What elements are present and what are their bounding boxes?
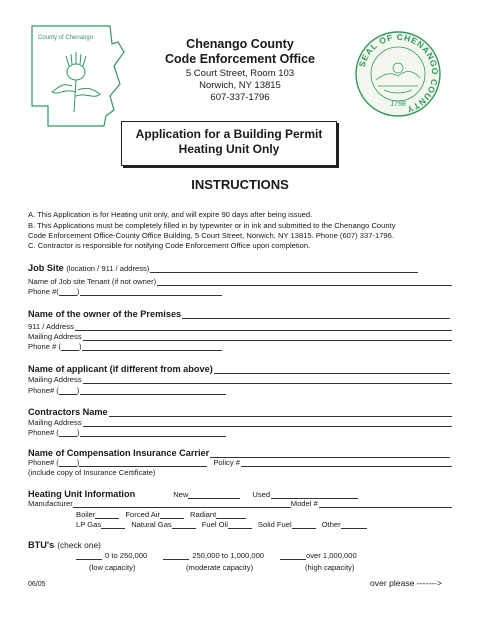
insurance-phone-area-field[interactable] xyxy=(59,458,77,467)
applicant-name-field[interactable] xyxy=(214,366,450,374)
insurance-phone-field[interactable] xyxy=(79,458,207,467)
county-seal xyxy=(354,30,442,118)
manufacturer-label: Manufacturer xyxy=(28,499,73,508)
applicant-phone-area-field[interactable] xyxy=(59,386,77,395)
model-label: Model # xyxy=(290,499,318,508)
used-label: Used xyxy=(252,490,271,499)
contractor-mailing-label: Mailing Address xyxy=(28,418,82,427)
job-phone-field[interactable] xyxy=(80,288,222,296)
new-field[interactable] xyxy=(188,490,240,499)
office-name: Code Enforcement Office xyxy=(164,52,316,66)
owner-phone-label: Phone # ( xyxy=(28,342,61,351)
applicant-phone-field[interactable] xyxy=(80,387,226,395)
owner-phone-field[interactable] xyxy=(82,343,222,351)
insurance-name-field[interactable] xyxy=(210,450,450,458)
tenant-field[interactable] xyxy=(157,278,452,286)
btu-moderate-field[interactable] xyxy=(163,551,189,560)
instructions-heading: INSTRUCTIONS xyxy=(191,177,289,192)
btu-high-caption: (high capacity) xyxy=(305,563,355,572)
instruction-b1: B. This Applications must be completely filled in by typewriter or in ink and submitted to the Chenango County xyxy=(28,221,396,230)
radiant-label: Radiant xyxy=(190,510,217,519)
other-field[interactable] xyxy=(341,520,367,529)
contractor-name-field[interactable] xyxy=(109,409,452,417)
contractor-phone-area-field[interactable] xyxy=(59,428,77,437)
owner-911-label: 911 / Address xyxy=(28,322,74,331)
fuel-oil-field[interactable] xyxy=(228,520,252,529)
owner-phone-area-field[interactable] xyxy=(61,342,79,351)
over-please: over please -------> xyxy=(370,578,442,588)
applicant-mailing-label: Mailing Address xyxy=(28,375,82,384)
natural-gas-field[interactable] xyxy=(172,520,196,529)
btu-check-note: (check one) xyxy=(57,540,101,550)
county-label: County of Chenango xyxy=(38,35,94,41)
title-line2: Heating Unit Only xyxy=(178,142,280,156)
instruction-c: C. Contractor is responsible for notifying Code Enforcement Office upon completion. xyxy=(28,241,311,250)
owner-name-field[interactable] xyxy=(182,311,450,319)
contractor-phone-label: Phone# ( xyxy=(28,428,59,437)
solid-fuel-label: Solid Fuel xyxy=(257,520,292,529)
btu-low-caption: (low capacity) xyxy=(89,563,136,572)
btu-label: BTU's xyxy=(28,540,55,550)
btu-low-field[interactable] xyxy=(76,551,102,560)
job-site-field[interactable] xyxy=(150,265,418,273)
owner-mailing-label: Mailing Address xyxy=(28,332,82,341)
org-name: Chenango County xyxy=(186,37,294,51)
forced-air-label: Forced Air xyxy=(125,510,161,519)
radiant-field[interactable] xyxy=(216,510,246,519)
insurance-phone-label: Phone# ( xyxy=(28,458,59,467)
forced-air-field[interactable] xyxy=(160,510,184,519)
owner-label: Name of the owner of the Premises xyxy=(28,309,182,319)
form-code: 06/05 xyxy=(28,581,46,588)
fuel-oil-label: Fuel Oil xyxy=(201,520,228,529)
insurance-label: Name of Compensation Insurance Carrier xyxy=(28,448,210,458)
solid-fuel-field[interactable] xyxy=(292,520,316,529)
title-line1: Application for a Building Permit xyxy=(135,127,323,141)
address-line1: 5 Court Street, Room 103 xyxy=(185,68,295,79)
used-field[interactable] xyxy=(271,491,358,499)
model-field[interactable] xyxy=(319,500,452,508)
policy-label: Policy # xyxy=(213,458,240,467)
contractor-phone-field[interactable] xyxy=(80,429,226,437)
instruction-a: A. This Application is for Heating unit only, and will expire 90 days after being issued. xyxy=(28,210,313,219)
natural-gas-label: Natural Gas xyxy=(131,520,172,529)
title-box xyxy=(121,121,337,166)
applicant-phone-label: Phone# ( xyxy=(28,386,59,395)
btu-low-label: 0 to 250,000 xyxy=(105,551,148,560)
thistle-icon xyxy=(52,52,100,112)
manufacturer-field[interactable] xyxy=(73,499,291,508)
job-phone-area-field[interactable] xyxy=(59,287,77,296)
owner-mailing-field[interactable] xyxy=(83,333,452,341)
other-label: Other xyxy=(321,520,341,529)
lp-gas-field[interactable] xyxy=(101,520,125,529)
boiler-field[interactable] xyxy=(95,510,119,519)
contractor-mailing-field[interactable] xyxy=(83,419,452,427)
tenant-label: Name of Job site Tenant (if not owner) xyxy=(28,277,157,286)
seal-year: 1798 xyxy=(390,101,406,108)
new-label: New xyxy=(173,490,189,499)
applicant-mailing-field[interactable] xyxy=(83,376,452,384)
btu-moderate-label: 250,000 to 1,000,000 xyxy=(192,551,265,560)
policy-field[interactable] xyxy=(241,459,452,467)
btu-high-label: over 1,000,000 xyxy=(306,551,357,560)
heating-label: Heating Unit Information xyxy=(28,489,136,499)
insurance-note: (include copy of Insurance Certificate) xyxy=(28,468,156,477)
office-phone: 607-337-1796 xyxy=(210,92,270,103)
job-site-label: Job Site (location / 911 / address) xyxy=(28,263,150,273)
seal-text: SEAL OF CHENANGO COUNTY xyxy=(356,31,441,115)
contractor-label: Contractors Name xyxy=(28,407,108,417)
boiler-label: Boiler xyxy=(76,510,96,519)
instruction-b2: Code Enforcement Office-County Office Building, 5 Court Street, Norwich, NY 13815. Phone (607) 337-1796. xyxy=(28,231,394,240)
job-phone-label: Phone #( xyxy=(28,287,59,296)
owner-911-field[interactable] xyxy=(75,323,452,331)
lp-gas-label: LP Gas xyxy=(76,520,102,529)
btu-moderate-caption: (moderate capacity) xyxy=(186,563,254,572)
address-line2: Norwich, NY 13815 xyxy=(199,80,281,91)
applicant-label: Name of applicant (if different from above) xyxy=(28,364,213,374)
btu-high-field[interactable] xyxy=(280,551,306,560)
